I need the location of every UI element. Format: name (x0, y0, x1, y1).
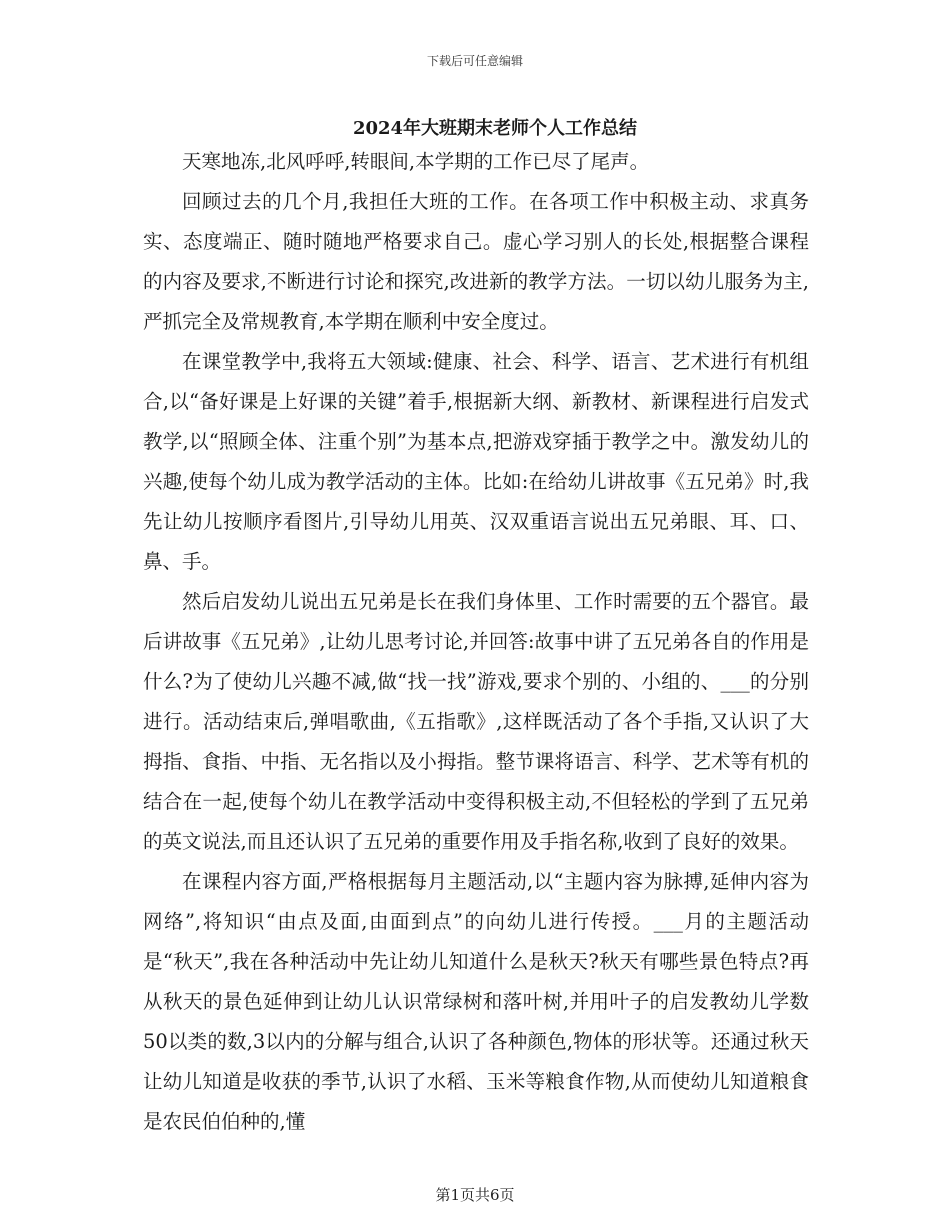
document-body (143, 142, 809, 1142)
page-header-note: 下载后可任意编辑 (426, 54, 523, 68)
page-number: 第1页共6页 (435, 1186, 515, 1204)
paragraph: 天寒地冻,北风呼呼,转眼间,本学期的工作已尽了尾声。 (182, 150, 650, 173)
paragraph: 在课程内容方面,严格根据每月主题活动,以“主题内容为脉搏,延伸内容为网络”,将知识“由点及面,由面到点”的向幼儿进行传授。___月的主题活动是“秋天”,我在各种活动中先让幼儿知道什么是秋天?秋天有哪些景色特点?再从秋天的景色延伸到让幼儿认识常绿树和落叶树,并用叶子的启发教幼儿学数50以类的数,3以内的分解与组合,认识了各种颜色,物体的形状等。还通过秋天让幼儿知道是收获的季节,认识了水稻、玉米等粮食作物,从而使幼儿知道粮食是农民伯伯种的,懂 (143, 870, 809, 1133)
paragraph: 然后启发幼儿说出五兄弟是长在我们身体里、工作时需要的五个器官。最后讲故事《五兄弟》,让幼儿思考讨论,并回答:故事中讲了五兄弟各自的作用是什么?为了使幼儿兴趣不减,做“找一找”游戏,要求个别的、小组的、___的分别进行。活动结束后,弹唱歌曲,《五指歌》,这样既活动了各个手指,又认识了大拇指、食指、中指、无名指以及小拇指。整节课将语言、科学、艺术等有机的结合在一起,使每个幼儿在教学活动中变得积极主动,不但轻松的学到了五兄弟的英文说法,而且还认识了五兄弟的重要作用及手指名称,收到了良好的效果。 (143, 590, 809, 853)
paragraph: 在课堂教学中,我将五大领域:健康、社会、科学、语言、艺术进行有机组合,以“备好课是上好课的关键”着手,根据新大纲、新教材、新课程进行启发式教学,以“照顾全体、注重个别”为基本点,把游戏穿插于教学之中。激发幼儿的兴趣,使每个幼儿成为教学活动的主体。比如:在给幼儿讲故事《五兄弟》时,我先让幼儿按顺序看图片,引导幼儿用英、汉双重语言说出五兄弟眼、耳、口、鼻、手。 (143, 350, 809, 573)
paragraph: 回顾过去的几个月,我担任大班的工作。在各项工作中积极主动、求真务实、态度端正、随时随地严格要求自己。虚心学习别人的长处,根据整合课程的内容及要求,不断进行讨论和探究,改进新的教学方法。一切以幼儿服务为主,严抓完全及常规教育,本学期在顺利中安全度过。 (143, 190, 809, 333)
document-title: 2024年大班期末老师个人工作总结 (352, 118, 638, 139)
